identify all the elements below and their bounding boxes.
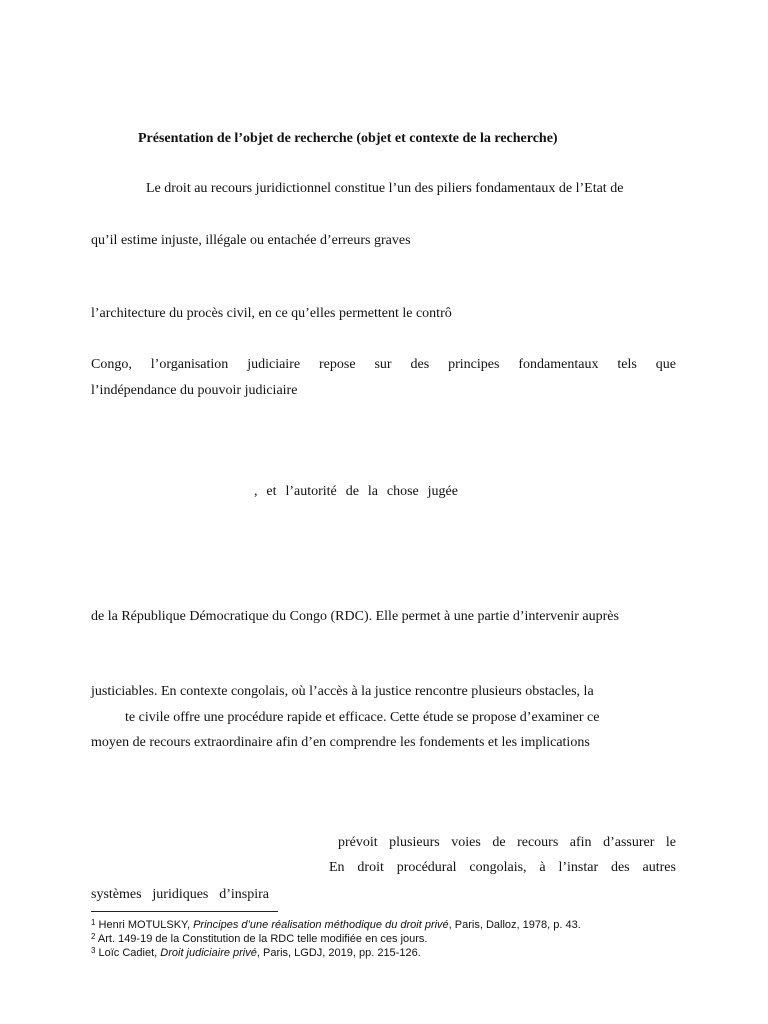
word: que <box>655 357 676 372</box>
paragraph-line-3: l’architecture du procès civil, en ce qu’elles permettent le contrô <box>91 306 452 321</box>
word: autres <box>642 860 676 875</box>
word: chose <box>386 484 419 499</box>
footnote-text: Art. 149-19 de la Constitution de la RDC telle modifiée en ces jours. <box>97 933 428 945</box>
paragraph-line-10: moyen de recours extraordinaire afin d’en comprendre les fondements et les implications <box>91 735 590 750</box>
word: principes <box>448 357 500 372</box>
word: d’assurer <box>603 835 655 850</box>
word: juridiques <box>152 887 209 902</box>
paragraph-line-8: justiciables. En contexte congolais, où l’accès à la justice rencontre plusieurs obstacles, la <box>91 684 594 699</box>
word: le <box>665 835 676 850</box>
word: congolais, <box>469 860 527 875</box>
word: de <box>492 835 506 850</box>
word: l’instar <box>558 860 599 875</box>
word: , <box>254 484 258 499</box>
paragraph-line-12 <box>329 859 676 877</box>
footnote-number: 1 <box>91 918 96 927</box>
word: En <box>329 860 345 875</box>
footnote-text: , Paris, Dalloz, 1978, p. 43. <box>448 919 581 931</box>
paragraph-line-4 <box>91 356 676 374</box>
footnote-text: Loïc Cadiet, <box>98 947 161 959</box>
word: d’inspira <box>219 887 269 902</box>
word: voies <box>451 835 481 850</box>
footnote-number: 2 <box>91 932 96 941</box>
word: à <box>539 860 546 875</box>
section-title: Présentation de l’objet de recherche (objet et contexte de la recherche) <box>138 131 558 146</box>
word: de <box>345 484 359 499</box>
word: l’autorité <box>285 484 337 499</box>
paragraph-line-7: de la République Démocratique du Congo (RDC). Elle permet à une partie d’intervenir auprès <box>91 609 619 624</box>
footnote-text: Henri MOTULSKY, <box>98 919 194 931</box>
paragraph-line-1: Le droit au recours juridictionnel constitue l’un des piliers fondamentaux de l’Etat de <box>146 181 624 196</box>
word: des <box>610 860 630 875</box>
word: des <box>410 357 430 372</box>
paragraph-line-5: l’indépendance du pouvoir judiciaire <box>91 383 298 398</box>
word: procédural <box>396 860 457 875</box>
word: systèmes <box>91 887 142 902</box>
footnote-title: Droit judiciaire privé <box>160 947 257 959</box>
word: droit <box>357 860 384 875</box>
word: et <box>266 484 277 499</box>
word: tels <box>617 357 637 372</box>
footnote-number: 3 <box>91 946 96 955</box>
footnote-3 <box>91 946 421 960</box>
word: repose <box>319 357 356 372</box>
footnote-text: , Paris, LGDJ, 2019, pp. 215-126. <box>256 947 421 959</box>
paragraph-line-13 <box>91 886 269 904</box>
paragraph-line-6 <box>254 483 458 501</box>
word: Congo, <box>91 357 132 372</box>
paragraph-line-2: qu’il estime injuste, illégale ou entachée d’erreurs graves <box>91 233 411 248</box>
paragraph-line-9: te civile offre une procédure rapide et efficace. Cette étude se propose d’examiner ce <box>125 710 600 725</box>
word: judiciaire <box>247 357 301 372</box>
word: l’organisation <box>150 357 229 372</box>
footnote-title: Principes d’une réalisation méthodique du droit privé <box>193 919 449 931</box>
footnote-separator <box>91 911 278 912</box>
footnote-2 <box>91 932 427 946</box>
word: prévoit <box>338 835 378 850</box>
word: plusieurs <box>389 835 440 850</box>
paragraph-line-11 <box>338 834 676 852</box>
word: fondamentaux <box>518 357 599 372</box>
word: jugée <box>427 484 458 499</box>
word: la <box>367 484 378 499</box>
word: afin <box>569 835 592 850</box>
word: sur <box>374 357 392 372</box>
footnote-1 <box>91 918 581 932</box>
word: recours <box>517 835 559 850</box>
